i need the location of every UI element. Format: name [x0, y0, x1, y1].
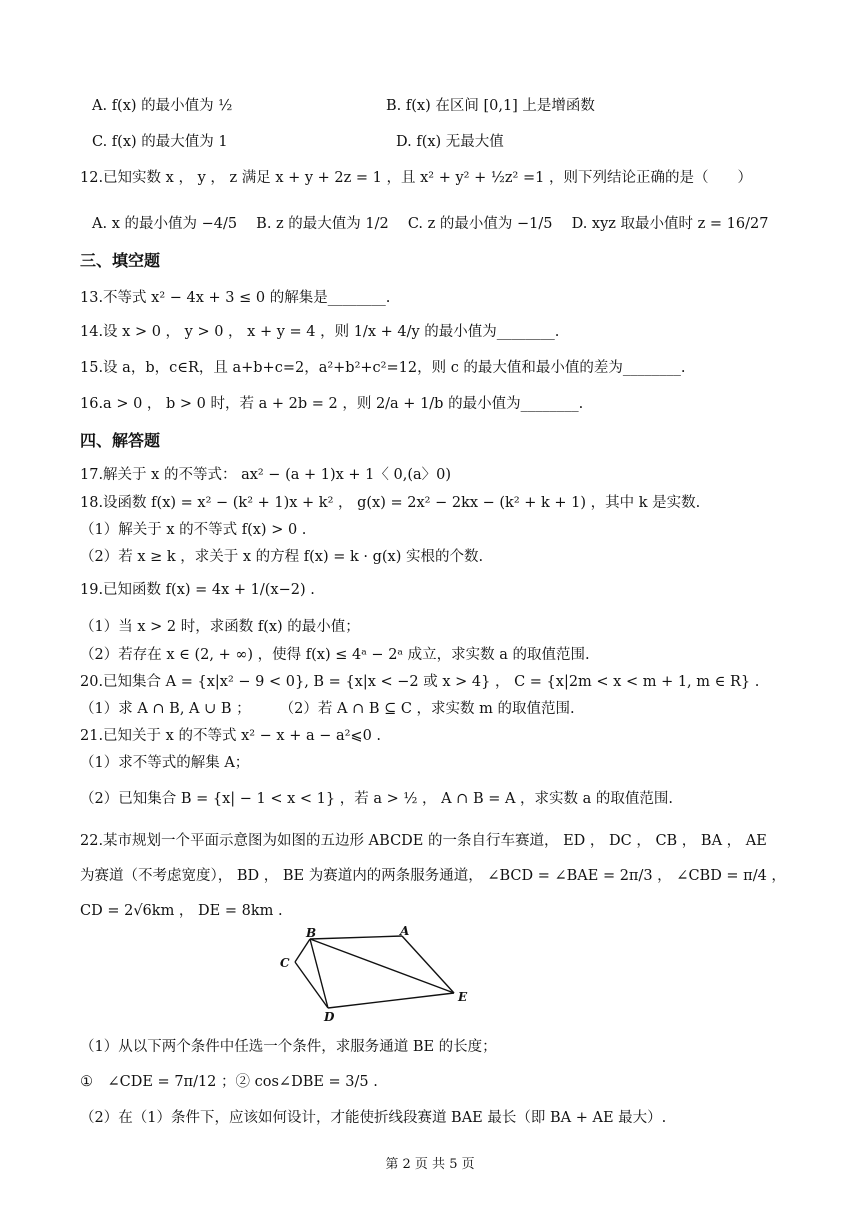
text-line-l18: 20.已知集合 A = {x|x² − 9 < 0}, B = {x|x < −2 或 x > 4} ， C = {x|2m < x < m + 1, m ∈ R} .	[80, 674, 760, 690]
text-line-l19: （1）求 A ∩ B, A ∪ B ； （2）若 A ∩ B ⊆ C ，求实数 m 的取值范围.	[80, 701, 575, 717]
text-line-l23: 22.某市规划一个平面示意图为如图的五边形 ABCDE 的一条自行车赛道， ED ， DC ， CB ， BA ， AE	[80, 833, 767, 849]
vertex-label-e: E	[458, 990, 468, 1004]
text-line-l17: （2）若存在 x ∈ (2, + ∞) ，使得 f(x) ≤ 4ᵃ − 2ᵃ 成立，求实数 a 的取值范围.	[80, 647, 590, 663]
text-line-l04: D. f(x) 无最大值	[396, 134, 504, 150]
page-footer: 第 2 页 共 5 页	[385, 1157, 475, 1172]
text-line-l01: A. f(x) 的最小值为 ½	[92, 98, 233, 114]
text-line-l13: （1）解关于 x 的不等式 f(x) > 0 .	[80, 522, 307, 538]
text-line-l05: 12.已知实数 x ， y ， z 满足 x + y + 2z = 1 ，且 x² + y² + ½z² =1 ，则下列结论正确的是（ ）	[80, 170, 752, 186]
text-line-l24: 为赛道（不考虑宽度）， BD ， BE 为赛道内的两条服务通道， ∠BCD = ∠BAE = 2π/3 ， ∠CBD = π/4 ，	[80, 868, 786, 884]
text-line-l14: （2）若 x ≥ k ，求关于 x 的方程 f(x) = k · g(x) 实根的个数.	[80, 549, 484, 565]
path-be	[310, 939, 454, 993]
text-line-l28: （2）在（1）条件下，应该如何设计，才能使折线段赛道 BAE 最长（即 BA + AE 最大）.	[80, 1110, 667, 1126]
edge-dc	[295, 962, 328, 1008]
text-line-l22: （2）已知集合 B = {x| − 1 < x < 1} ，若 a > ½ ， A ∩ B = A ，求实数 a 的取值范围.	[80, 791, 674, 807]
text-line-l27: ① ∠CDE = 7π/12 ；② cos∠DBE = 3/5 .	[80, 1074, 378, 1090]
vertex-label-a: A	[400, 925, 410, 938]
text-line-l07: 13.不等式 x² − 4x + 3 ≤ 0 的解集是________.	[80, 290, 391, 306]
text-line-l08: 14.设 x > 0 ， y > 0 ， x + y = 4 ，则 1/x + 4/y 的最小值为________.	[80, 324, 560, 340]
edge-ba	[310, 936, 402, 939]
text-line-l02: B. f(x) 在区间 [0,1] 上是增函数	[386, 98, 595, 114]
text-line-l09: 15.设 a，b，c∈R，且 a+b+c=2，a²+b²+c²=12，则 c 的最大值和最小值的差为________.	[80, 360, 686, 376]
edge-cb	[295, 939, 310, 962]
text-line-l26: （1）从以下两个条件中任选一个条件，求服务通道 BE 的长度；	[80, 1039, 497, 1055]
text-line-l11: 17.解关于 x 的不等式： ax² − (a + 1)x + 1〈 0,(a〉0)	[80, 467, 452, 483]
path-bd	[310, 939, 328, 1008]
edge-ae	[402, 936, 454, 993]
text-line-l25: CD = 2√6km ， DE = 8km .	[80, 903, 283, 919]
text-line-l12: 18.设函数 f(x) = x² − (k² + 1)x + k² ， g(x) = 2x² − 2kx − (k² + k + 1) ，其中 k 是实数.	[80, 495, 701, 511]
text-line-l06: A. x 的最小值为 −4/5 B. z 的最大值为 1/2 C. z 的最小值为 −1/5 D. xyz 取最小值时 z = 16/27	[92, 216, 769, 232]
text-line-l03: C. f(x) 的最大值为 1	[92, 134, 228, 150]
text-line-l21: （1）求不等式的解集 A；	[80, 755, 250, 771]
vertex-label-d: D	[324, 1010, 335, 1024]
pentagon-figure	[270, 925, 490, 1025]
text-line-l15: 19.已知函数 f(x) = 4x + 1/(x−2) .	[80, 582, 315, 598]
vertex-label-c: C	[280, 956, 290, 970]
vertex-label-b: B	[306, 926, 317, 940]
text-line-l16: （1）当 x > 2 时，求函数 f(x) 的最小值；	[80, 619, 360, 635]
edge-ed	[328, 993, 454, 1008]
text-line-l20: 21.已知关于 x 的不等式 x² − x + a − a²⩽0 .	[80, 728, 382, 744]
text-line-l10: 16.a > 0 ， b > 0 时，若 a + 2b = 2 ，则 2/a + 1/b 的最小值为________.	[80, 396, 584, 412]
section-heading-h2: 四、解答题	[80, 431, 161, 450]
section-heading-h1: 三、填空题	[80, 251, 161, 270]
